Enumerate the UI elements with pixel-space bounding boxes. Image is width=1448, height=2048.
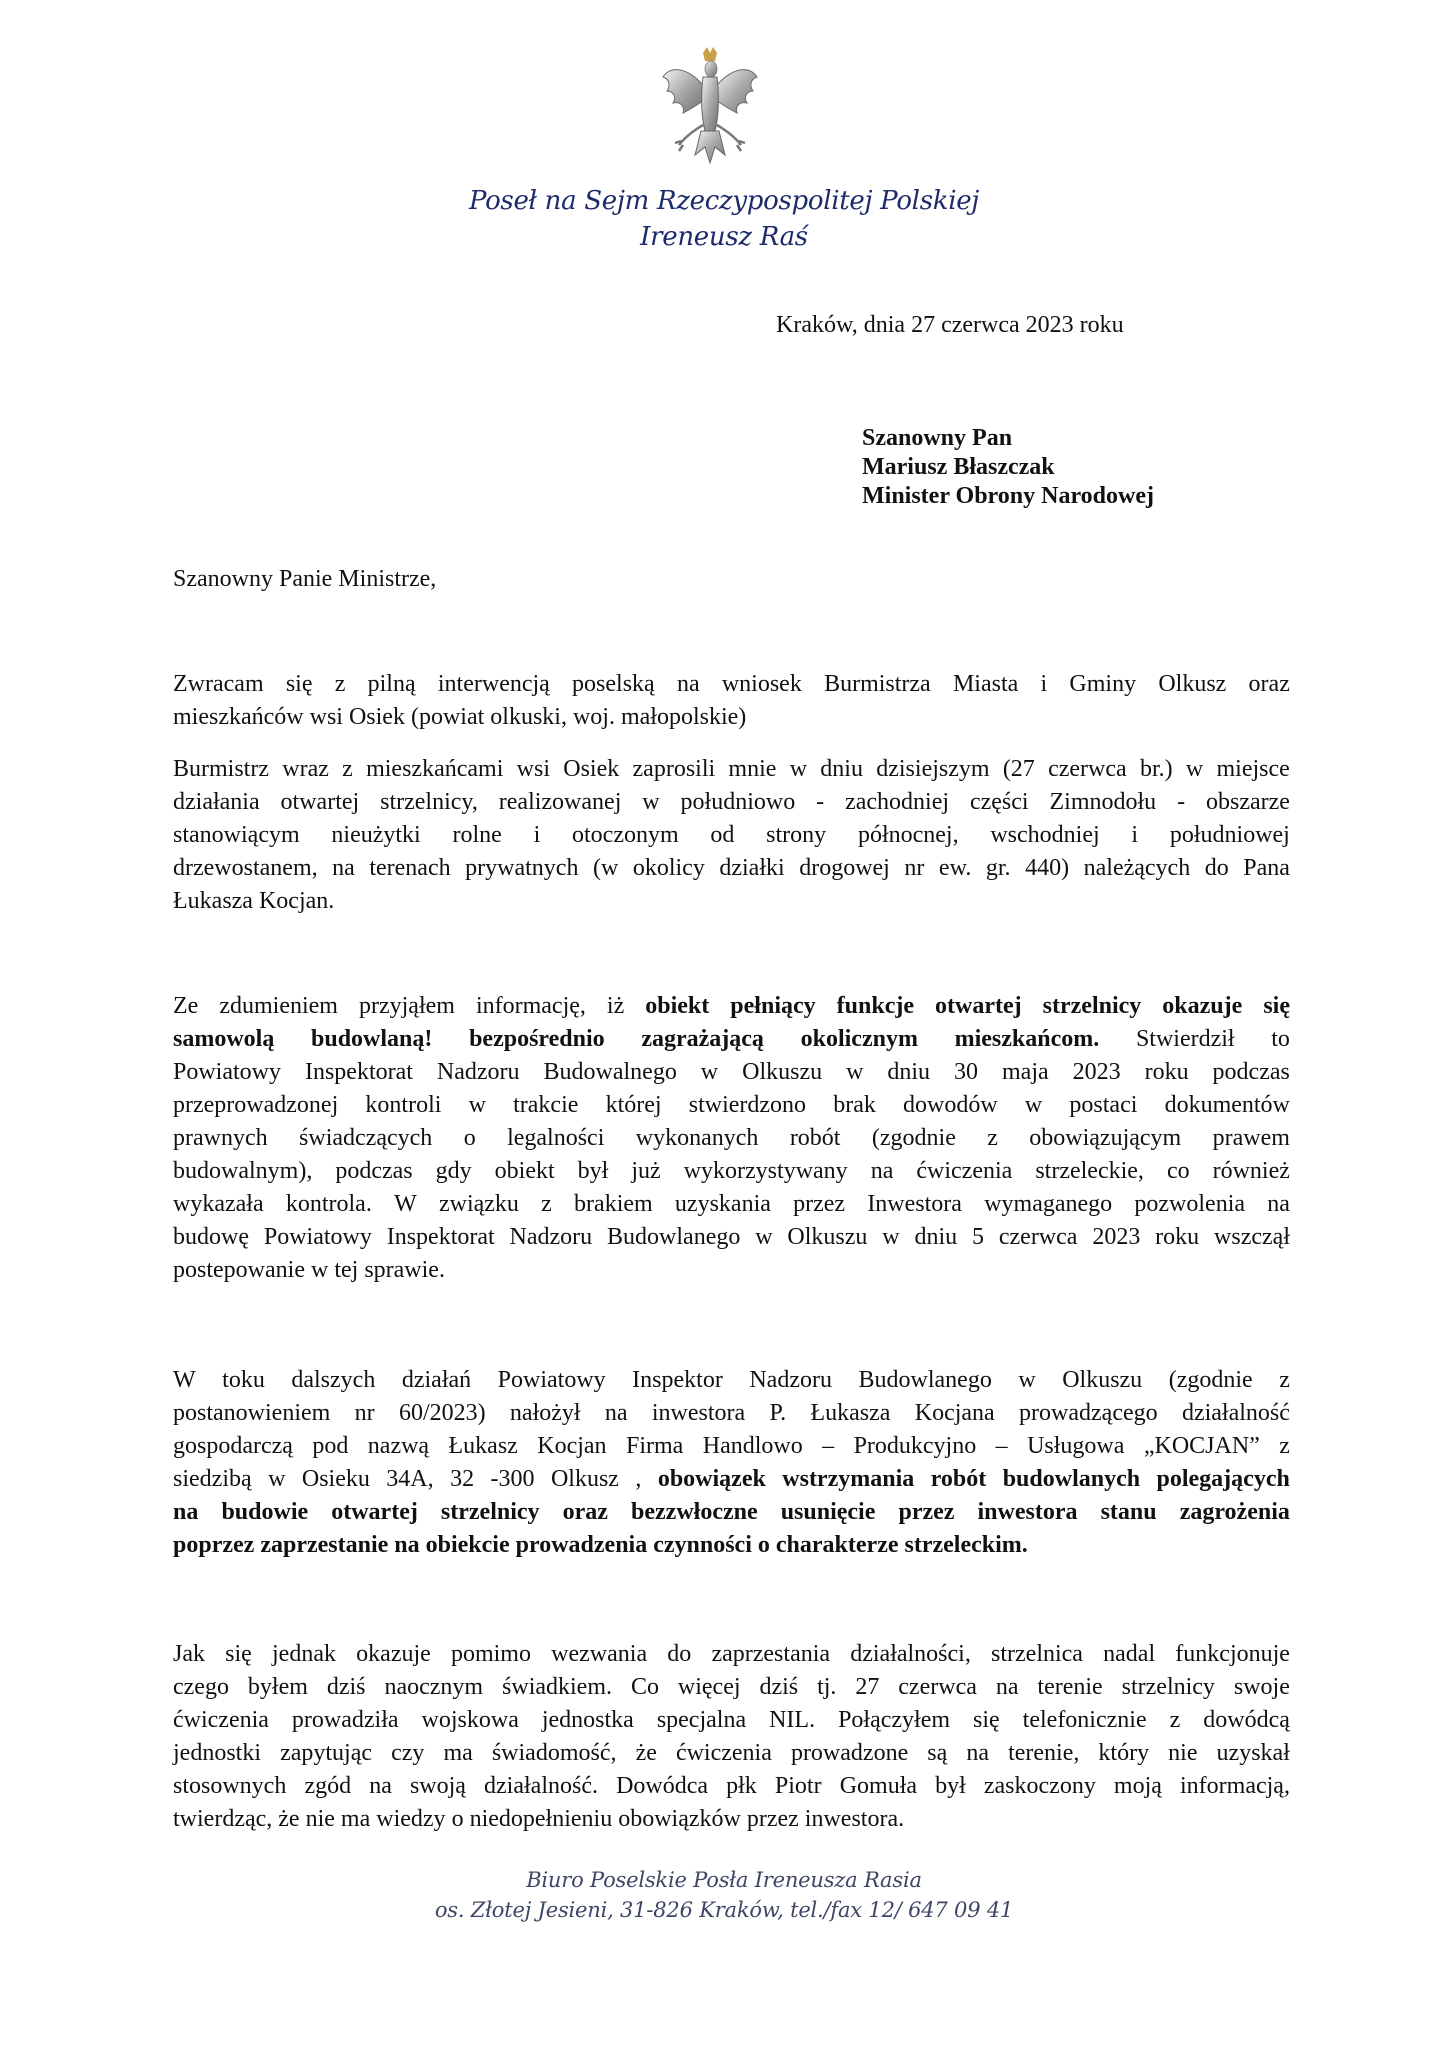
recipient-line-2: Mariusz Błaszczak <box>862 454 1055 480</box>
paragraph-line: postanowieniem nr 60/2023) nałożył na inwestora P. Łukasza Kocjana prowadzącego działalność <box>173 1400 1290 1426</box>
paragraph-2 <box>173 753 1290 918</box>
paragraph-line: prawnych świadczących o legalności wykonanych robót (zgodnie z obowiązującym prawem <box>173 1125 1290 1151</box>
recipient-block <box>862 424 1154 511</box>
polish-eagle-emblem-icon <box>655 45 765 175</box>
paragraph-line: Zwracam się z pilną interwencją poselską na wniosek Burmistrza Miasta i Gminy Olkusz oraz <box>173 671 1290 697</box>
paragraph-line: gospodarczą pod nazwą Łukasz Kocjan Firma Handlowo – Produkcyjno – Usługowa „KOCJAN” z <box>173 1433 1290 1459</box>
paragraph-line: W toku dalszych działań Powiatowy Inspektor Nadzoru Budowlanego w Olkuszu (zgodnie z <box>173 1367 1290 1393</box>
paragraph-3 <box>173 990 1290 1287</box>
paragraph-1 <box>173 668 1290 734</box>
paragraph-line: Burmistrz wraz z mieszkańcami wsi Osiek zaprosili mnie w dniu dzisiejszym (27 czerwca br.) w miejsce <box>173 756 1290 782</box>
paragraph-line: drzewostanem, na terenach prywatnych (w okolicy działki drogowej nr ew. gr. 440) należących do Pana <box>173 855 1290 881</box>
paragraph-line: stosownych zgód na swoją działalność. Dowódca płk Piotr Gomuła był zaskoczony moją informacją, <box>173 1773 1290 1799</box>
paragraph-line: przeprowadzonej kontroli w trakcie której stwierdzono brak dowodów w postaci dokumentów <box>173 1092 1290 1118</box>
recipient-line-3: Minister Obrony Narodowej <box>862 483 1154 509</box>
footer-office: Biuro Poselskie Posła Ireneusza Rasia <box>526 1868 922 1892</box>
paragraph-line: budowalnym), podczas gdy obiekt był już wykorzystywany na ćwiczenia strzeleckie, co również <box>173 1158 1290 1184</box>
paragraph-line: poprzez zaprzestanie na obiekcie prowadzenia czynności o charakterze strzeleckim. <box>173 1532 1028 1558</box>
paragraph-line: Powiatowy Inspektorat Nadzoru Budowalnego w Olkuszu w dniu 30 maja 2023 roku podczas <box>173 1059 1290 1085</box>
paragraph-line: siedzibą w Osieku 34A, 32 -300 Olkusz , obowiązek wstrzymania robót budowlanych polegających <box>173 1466 1290 1492</box>
recipient-line-1: Szanowny Pan <box>862 425 1013 451</box>
paragraph-5 <box>173 1638 1290 1836</box>
paragraph-line: Jak się jednak okazuje pomimo wezwania do zaprzestania działalności, strzelnica nadal funkcjonuje <box>173 1641 1290 1667</box>
paragraph-line: ćwiczenia prowadziła wojskowa jednostka specjalna NIL. Połączyłem się telefonicznie z dowódcą <box>173 1707 1290 1733</box>
paragraph-line: stanowiącym nieużytki rolne i otoczonym od strony północnej, wschodniej i południowej <box>173 822 1290 848</box>
paragraph-line: Łukasza Kocjan. <box>173 888 335 914</box>
paragraph-line: działania otwartej strzelnicy, realizowanej w południowo - zachodniej części Zimnodołu - obszarze <box>173 789 1290 815</box>
paragraph-line: postepowanie w tej sprawie. <box>173 1257 445 1283</box>
paragraph-line: wykazała kontrola. W związku z brakiem uzyskania przez Inwestora wymaganego pozwolenia na <box>173 1191 1290 1217</box>
footer-address: os. Złotej Jesieni, 31-826 Kraków, tel./fax 12/ 647 09 41 <box>434 1898 1014 1922</box>
paragraph-line: budowę Powiatowy Inspektorat Nadzoru Budowlanego w Olkuszu w dniu 5 czerwca 2023 roku wszczął <box>173 1224 1290 1250</box>
salutation: Szanowny Panie Ministrze, <box>173 566 437 592</box>
paragraph-line: mieszkańców wsi Osiek (powiat olkuski, woj. małopolskie) <box>173 704 747 730</box>
paragraph-4 <box>173 1364 1290 1562</box>
paragraph-line: samowolą budowlaną! bezpośrednio zagrażającą okolicznym mieszkańcom. Stwierdził to <box>173 1026 1290 1052</box>
paragraph-line: twierdząc, że nie ma wiedzy o niedopełnieniu obowiązków przez inwestora. <box>173 1806 905 1832</box>
paragraph-line: na budowie otwartej strzelnicy oraz bezzwłoczne usunięcie przez inwestora stanu zagrożenia <box>173 1499 1290 1525</box>
header-name: Ireneusz Raś <box>640 222 808 252</box>
paragraph-line: jednostki zapytując czy ma świadomość, że ćwiczenia prowadzone są na terenie, który nie uzyskał <box>173 1740 1290 1766</box>
paragraph-line: czego byłem dziś naocznym świadkiem. Co więcej dziś tj. 27 czerwca na terenie strzelnicy swoje <box>173 1674 1290 1700</box>
date-line: Kraków, dnia 27 czerwca 2023 roku <box>776 312 1124 338</box>
header-title: Poseł na Sejm Rzeczypospolitej Polskiej <box>468 186 980 216</box>
paragraph-line: Ze zdumieniem przyjąłem informację, iż obiekt pełniący funkcje otwartej strzelnicy okazuje się <box>173 993 1290 1019</box>
